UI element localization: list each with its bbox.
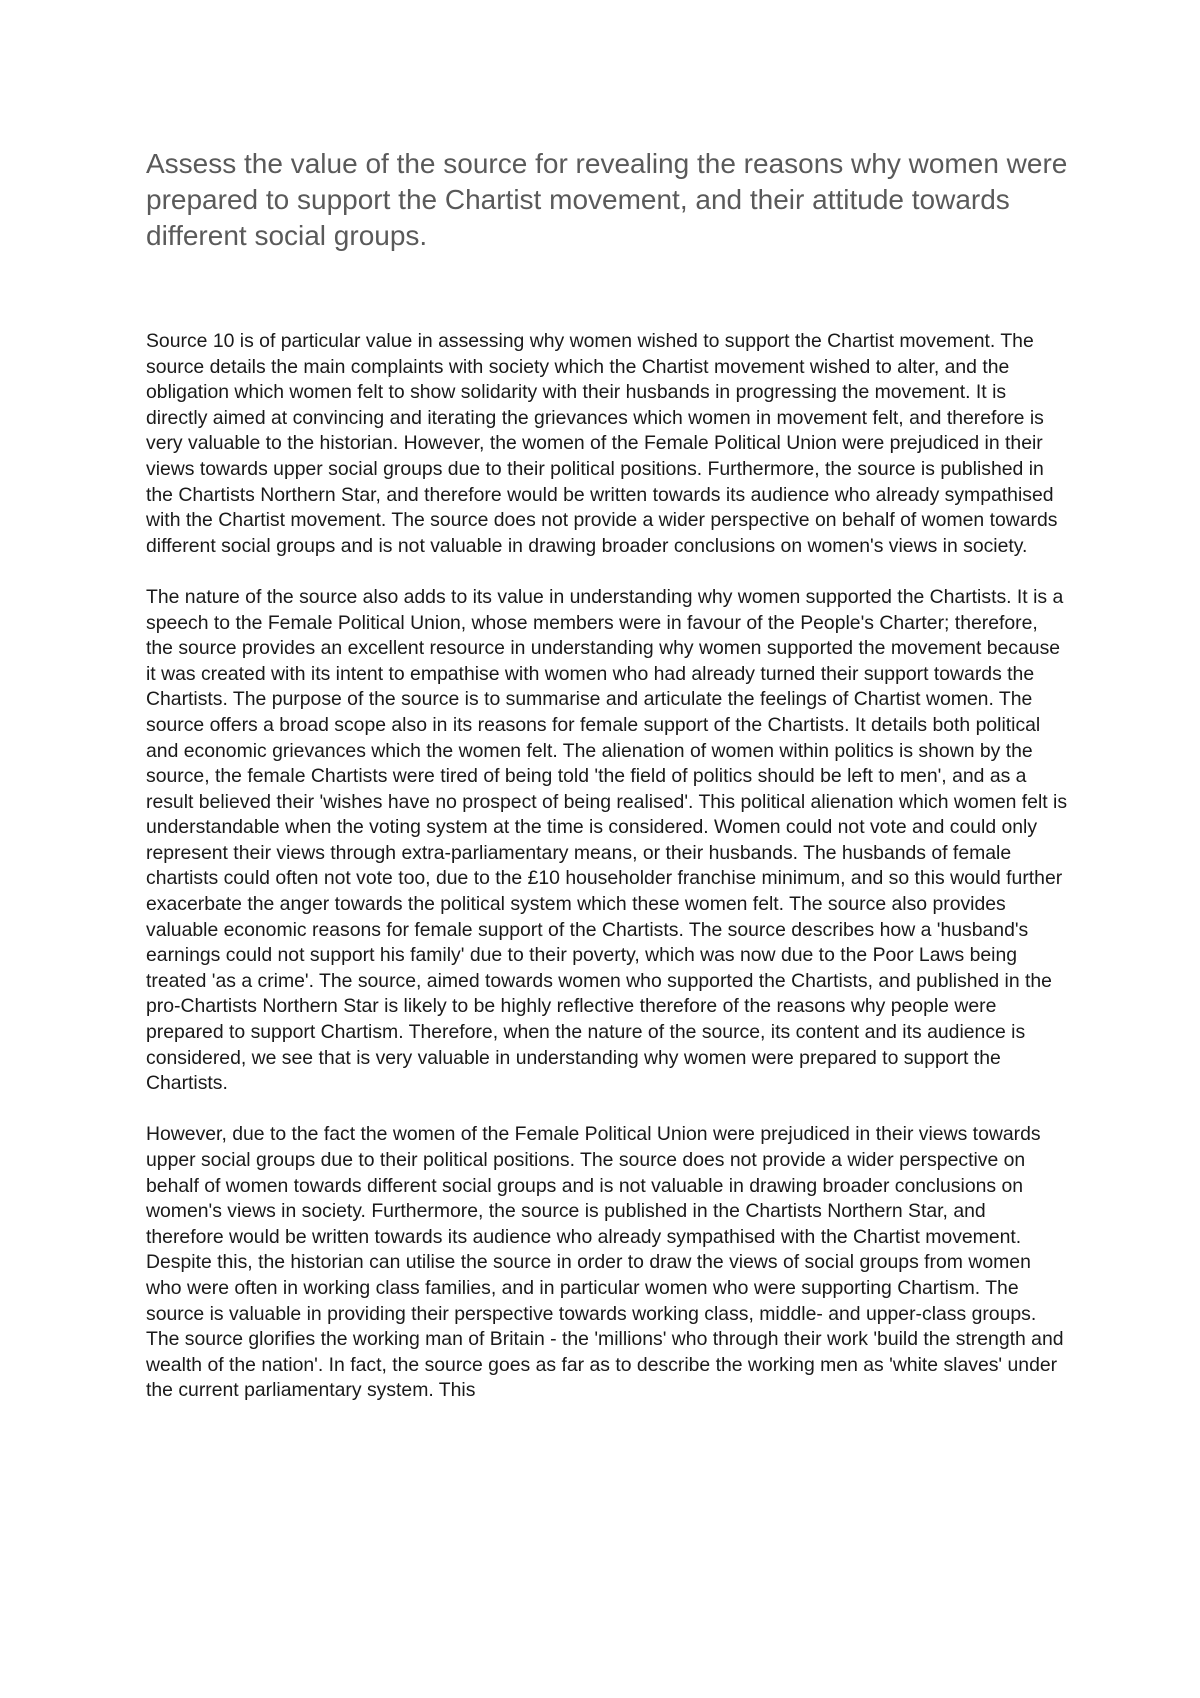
essay-question-title: Assess the value of the source for revealing the reasons why women were prepared to support the Chartist movement, and their attitude towards different social groups.: [146, 148, 1068, 251]
paragraph-1: Source 10 is of particular value in assessing why women wished to support the Chartist movement. The source details the main complaints with society which the Chartist movement wished to alter, and the obligation which women felt to show solidarity with their husbands in progressing the movement. It is directly aimed at convincing and iterating the grievances which women in movement felt, and therefore is very valuable to the historian. However, the women of the Female Political Union were prejudiced in their views towards upper social groups due to their political positions. Furthermore, the source is published in the Chartists Northern Star, and therefore would be written towards its audience who already sympathised with the Chartist movement. The source does not provide a wider perspective on behalf of women towards different social groups and is not valuable in drawing broader conclusions on women's views in society.: [146, 330, 1058, 557]
paragraph-3: However, due to the fact the women of the Female Political Union were prejudiced in their views towards upper social groups due to their political positions. The source does not provide a wider perspective on behalf of women towards different social groups and is not valuable in drawing broader conclusions on women's views in society. Furthermore, the source is published in the Chartists Northern Star, and therefore would be written towards its audience who already sympathised with the Chartist movement. Despite this, the historian can utilise the source in order to draw the views of social groups from women who were often in working class families, and in particular women who were supporting Chartism. The source is valuable in providing their perspective towards working class, middle- and upper-class groups. The source glorifies the working man of Britain - the 'millions' who through their work 'build the strength and wealth of the nation'. In fact, the source goes as far as to describe the working men as 'white slaves' under the current parliamentary system. This: [146, 1123, 1064, 1402]
paragraph-2: The nature of the source also adds to its value in understanding why women supported the Chartists. It is a speech to the Female Political Union, whose members were in favour of the People's Charter; therefore, the source provides an excellent resource in understanding why women supported the movement because it was created with its intent to empathise with women who had already turned their support towards the Chartists. The purpose of the source is to summarise and articulate the feelings of Chartist women. The source offers a broad scope also in its reasons for female support of the Chartists. It details both political and economic grievances which the women felt. The alienation of women within politics is shown by the source, the female Chartists were tired of being told 'the field of politics should be left to men', and as a result believed their 'wishes have no prospect of being realised'. This political alienation which women felt is understandable when the voting system at the time is considered. Women could not vote and could only represent their views through extra-parliamentary means, or their husbands. The husbands of female chartists could often not vote too, due to the £10 householder franchise minimum, and so this would further exacerbate the anger towards the political system which these women felt. The source also provides valuable economic reasons for female support of the Chartists. The source describes how a 'husband's earnings could not support his family' due to their poverty, which was now due to the Poor Laws being treated 'as a crime'. The source, aimed towards women who supported the Chartists, and published in the pro-Chartists Northern Star is likely to be highly reflective therefore of the reasons why people were prepared to support Chartism. Therefore, when the nature of the source, its content and its audience is considered, we see that is very valuable in understanding why women were prepared to support the Chartists.: [146, 585, 1068, 1095]
document-body: [146, 146, 1068, 1430]
